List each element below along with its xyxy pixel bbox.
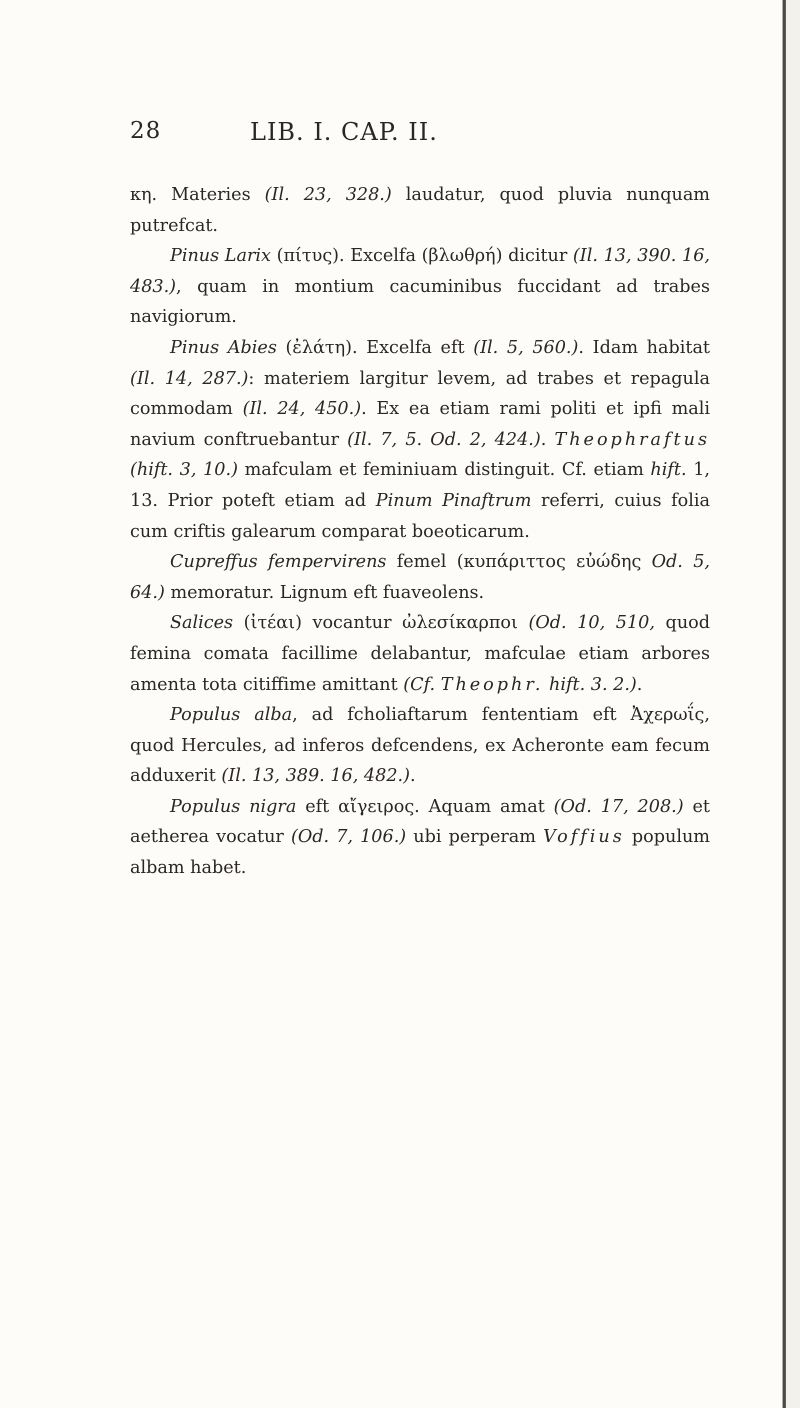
text-segment: , ad fcholiaftarum fententiam eft Ἀχερωΐς, quod Hercules, ad inferos defcendens, ex Acheronte eam fecum adduxerit — [130, 705, 711, 787]
text-segment: (Il. 13, 389. 16, 482.) — [221, 766, 410, 787]
text-segment: Populus nigra — [170, 796, 297, 817]
text-segment: Pinum Pinaftrum — [375, 490, 532, 511]
text-segment: κη. Materies — [130, 185, 265, 205]
paragraph — [130, 792, 710, 884]
text-segment: Cupreffus fempervirens — [170, 552, 387, 573]
text-segment: (Il. 14, 287.) — [130, 368, 249, 389]
text-segment: . — [540, 429, 555, 450]
text-segment: et aetherea vocatur — [130, 796, 710, 848]
text-segment: (Cf. — [403, 674, 441, 695]
text-segment: mafculam et feminiuam distinguit. Cf. etiam — [237, 460, 651, 481]
text-segment: 1, 13. Prior poteft etiam ad — [130, 460, 711, 511]
text-segment: (Il. 24, 450.) — [242, 399, 362, 420]
text-segment: hift. — [650, 460, 687, 481]
running-head: LIB. I. CAP. II. — [250, 118, 438, 146]
paragraph — [130, 547, 710, 608]
text-segment: (Il. 7, 5. Od. 2, 424.) — [347, 429, 541, 450]
text-segment: memoratur. Lignum eft fuaveolens. — [164, 582, 485, 603]
text-segment: Pinus Abies — [170, 337, 277, 358]
text-segment: Od. 5, 64.) — [130, 552, 710, 603]
paragraph — [130, 333, 710, 547]
text-segment: ubi perperam — [406, 827, 544, 848]
text-segment: populum albam habet. — [130, 827, 710, 879]
text-segment: (Od. 7, 106.) — [290, 827, 407, 848]
text-segment: Populus alba — [170, 705, 293, 726]
paragraph — [130, 180, 710, 241]
text-segment: (hift. 3, 10.) — [130, 460, 238, 481]
text-segment: hift. 3. 2.) — [543, 674, 637, 695]
paragraph — [130, 241, 710, 333]
text-segment: eft αἴγειρος. Aquam amat — [296, 796, 554, 817]
page-number: 28 — [130, 118, 162, 144]
text-segment: (Il. 23, 328.) — [264, 185, 392, 205]
text-segment: (πίτυς). Excelfa (βλωθρή) dicitur — [270, 246, 573, 267]
text-segment: Voffius — [543, 827, 625, 848]
paragraph — [130, 700, 710, 792]
text-segment: (Il. 13, 390. 16, 483.) — [130, 246, 710, 297]
text-segment: Salices — [170, 613, 234, 634]
text-segment: Theophr. — [440, 674, 544, 695]
text-segment: . — [409, 766, 416, 787]
text-segment: . Ex ea etiam rami politi et ipfi mali navium conftruebantur — [130, 399, 710, 450]
text-segment: Pinus Larix — [170, 246, 271, 267]
page-edge-shadow — [786, 0, 800, 1408]
text-segment: laudatur, quod pluvia nunquam putrefcat. — [130, 185, 710, 236]
text-segment: : materiem largitur levem, ad trabes et repagula commodam — [130, 368, 710, 420]
text-segment: . — [636, 674, 643, 695]
text-segment: . Idam habitat — [578, 337, 710, 358]
text-segment: (ἰτέαι) vocantur ὠλεσίκαρποι — [233, 613, 529, 634]
paragraph — [130, 608, 710, 700]
text-segment: referri, cuius folia cum criftis galearum comparat boeoticarum. — [130, 490, 710, 542]
text-segment: (Od. 17, 208.) — [553, 796, 684, 817]
text-segment: (Od. 10, 510, — [528, 613, 655, 634]
text-segment: Theophraftus — [554, 429, 710, 450]
page-header — [130, 118, 710, 158]
text-segment: femel (κυπάριττος εὐώδης — [386, 552, 652, 573]
text-segment: (Il. 5, 560.) — [473, 337, 579, 358]
text-segment: , quam in montium cacuminibus fuccidant ad trabes navigiorum. — [130, 276, 710, 328]
text-segment: quod femina comata facillime delabantur, mafculae etiam arbores amenta tota citiffime amittant — [130, 613, 711, 695]
text-segment: (ἐλάτη). Excelfa eft — [276, 337, 474, 358]
body-text — [130, 180, 710, 884]
book-spine-edge — [782, 0, 786, 1408]
